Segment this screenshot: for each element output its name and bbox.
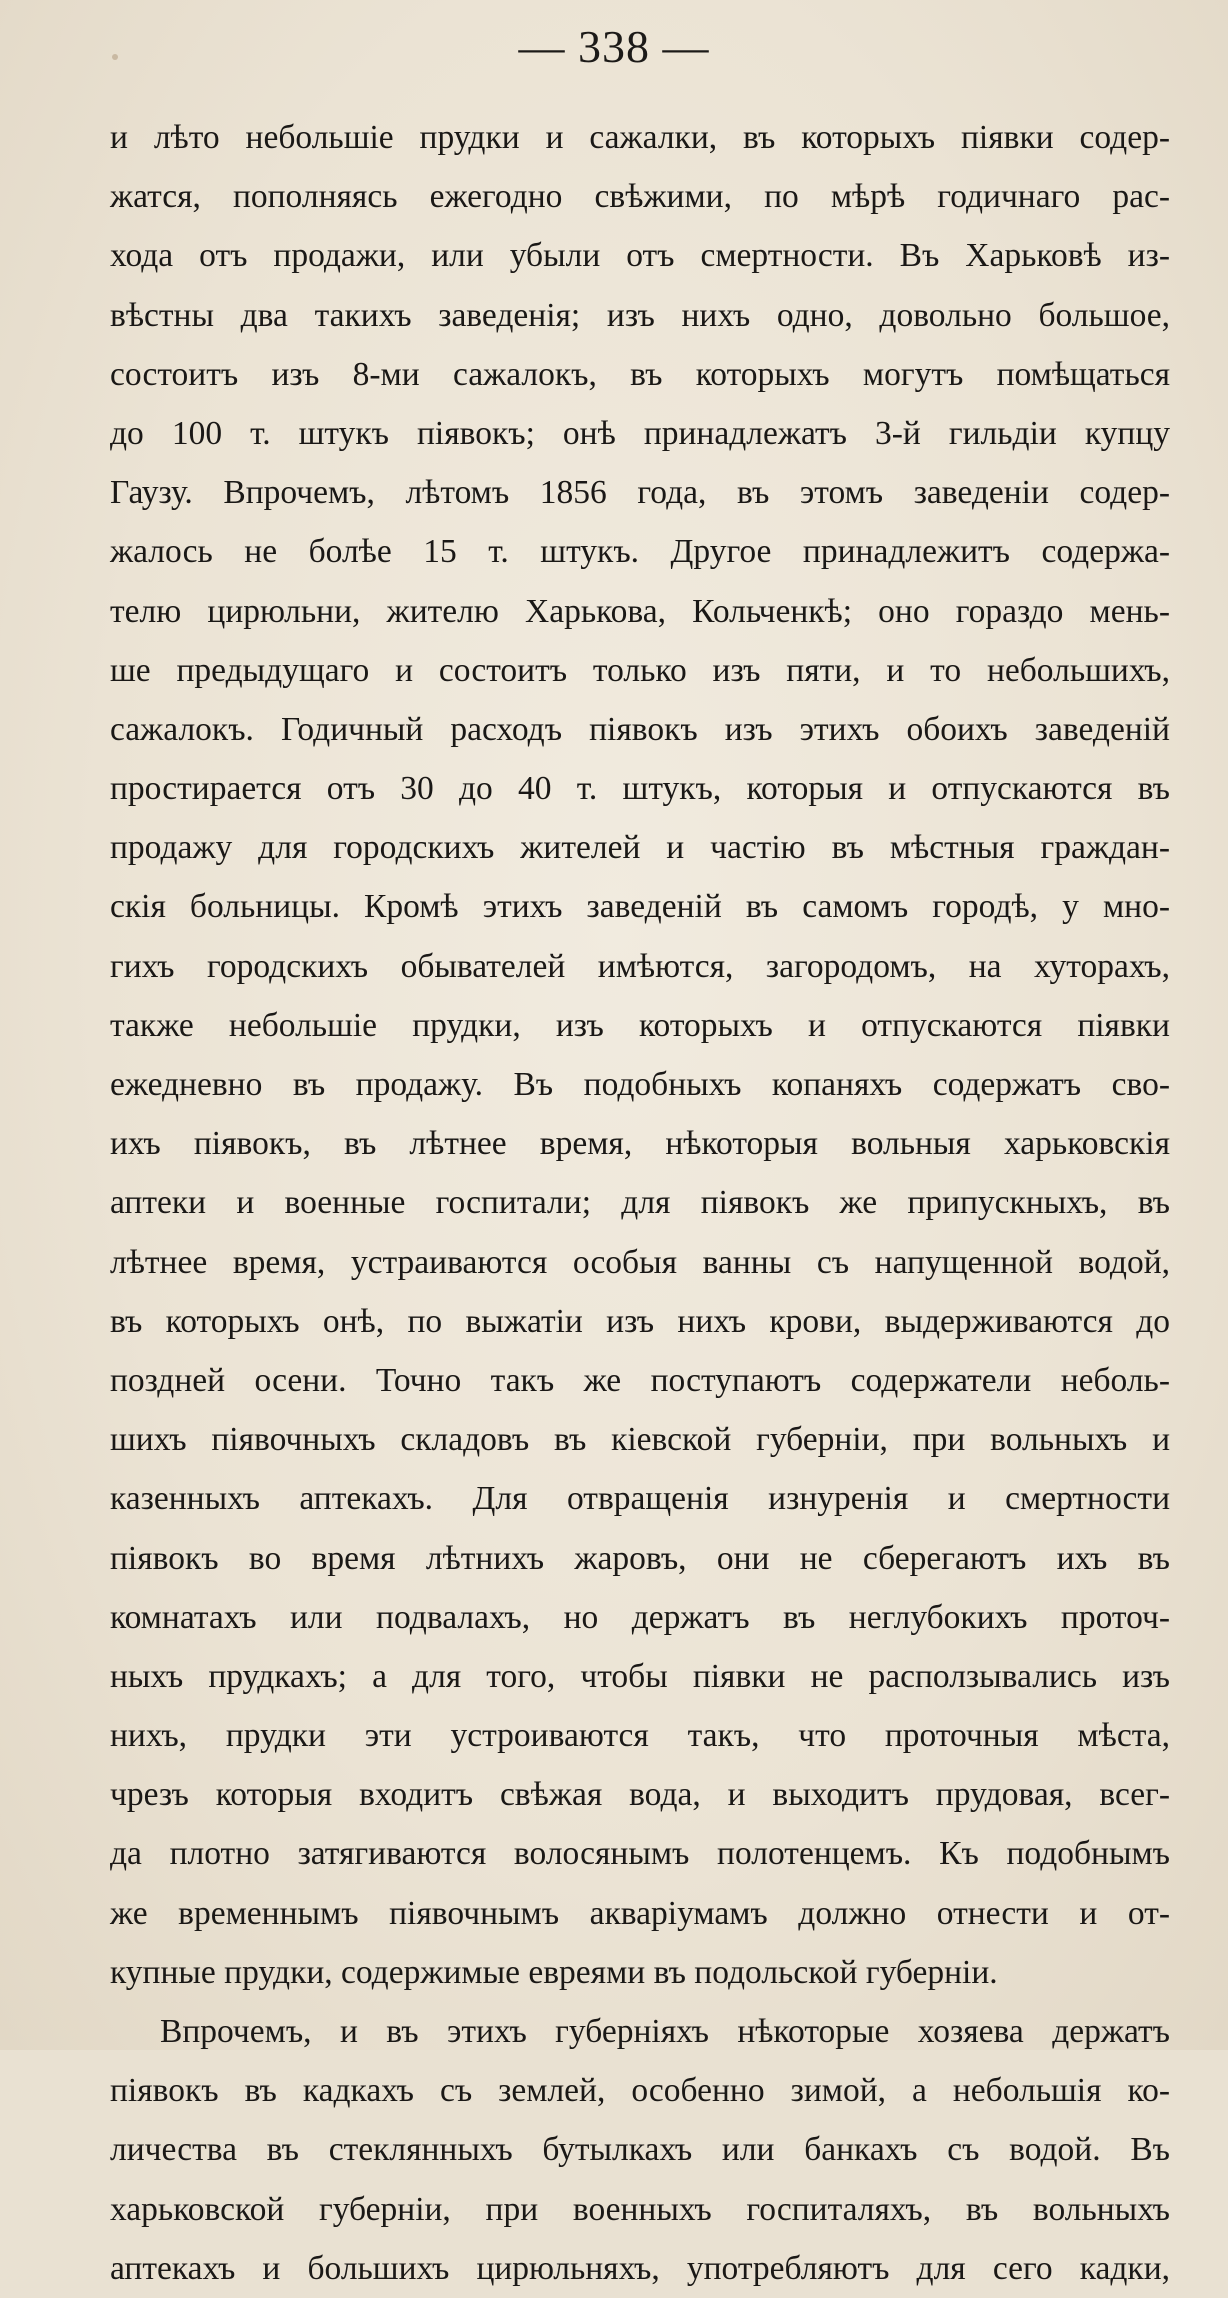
text-line: жатся, пополняясь ежегодно свѣжими, по мѣрѣ годичнаго рас- [110, 178, 1170, 216]
text-line: хода отъ продажи, или убыли отъ смертности. Въ Харьковѣ из- [110, 237, 1170, 275]
text-line: харьковской губерніи, при военныхъ госпиталяхъ, въ вольныхъ [110, 2190, 1170, 2228]
text-line: состоитъ изъ 8-ми сажалокъ, въ которыхъ могутъ помѣщаться [110, 355, 1170, 393]
text-line: Гаузу. Впрочемъ, лѣтомъ 1856 года, въ этомъ заведеніи содер- [110, 474, 1170, 512]
page-number: — 338 — [518, 21, 710, 72]
text-line: нихъ, прудки эти устроиваются такъ, что проточныя мѣста, [110, 1717, 1170, 1755]
body-text [110, 108, 1170, 2298]
text-line: аптеки и военные госпитали; для піявокъ же припускныхъ, въ [110, 1184, 1170, 1222]
text-line: казенныхъ аптекахъ. Для отвращенія изнуренія и смертности [110, 1480, 1170, 1518]
text-line: чрезъ которыя входитъ свѣжая вода, и выходитъ прудовая, всег- [110, 1776, 1170, 1814]
text-line: личества въ стеклянныхъ бутылкахъ или банкахъ съ водой. Въ [110, 2131, 1170, 2169]
text-line: комнатахъ или подвалахъ, но держатъ въ неглубокихъ проточ- [110, 1598, 1170, 1636]
text-line: телю цирюльни, жителю Харькова, Кольченкѣ; оно гораздо мень- [110, 592, 1170, 630]
text-line: простирается отъ 30 до 40 т. штукъ, которыя и отпускаются въ [110, 770, 1170, 808]
text-line: жалось не болѣе 15 т. штукъ. Другое принадлежитъ содержа- [110, 533, 1170, 571]
text-line: купные прудки, содержимые евреями въ подольской губерніи. [110, 1953, 998, 1991]
text-line: до 100 т. штукъ піявокъ; онѣ принадлежатъ 3-й гильдіи купцу [110, 414, 1170, 452]
text-line: сажалокъ. Годичный расходъ піявокъ изъ этихъ обоихъ заведеній [110, 710, 1170, 748]
text-line: ныхъ прудкахъ; а для того, чтобы піявки не расползывались изъ [110, 1657, 1170, 1695]
text-line: ше предыдущаго и состоитъ только изъ пяти, и то небольшихъ, [110, 651, 1170, 689]
text-line: лѣтнее время, устраиваются особыя ванны съ напущенной водой, [110, 1243, 1170, 1281]
text-line: же временнымъ піявочнымъ акваріумамъ должно отнести и от- [110, 1894, 1170, 1932]
text-line: вѣстны два такихъ заведенія; изъ нихъ одно, довольно большое, [110, 296, 1170, 334]
text-line: ежедневно въ продажу. Въ подобныхъ копаняхъ содержатъ сво- [110, 1066, 1170, 1103]
text-line: въ которыхъ онѣ, по выжатіи изъ нихъ крови, выдерживаются до [110, 1302, 1170, 1340]
text-line: піявокъ во время лѣтнихъ жаровъ, они не сберегаютъ ихъ въ [110, 1539, 1170, 1577]
text-line: поздней осени. Точно такъ же поступаютъ содержатели неболь- [110, 1361, 1170, 1399]
text-line: да плотно затягиваются волосянымъ полотенцемъ. Къ подобнымъ [110, 1835, 1170, 1873]
text-line: шихъ піявочныхъ складовъ въ кіевской губерніи, при вольныхъ и [110, 1421, 1170, 1459]
text-line: также небольшіе прудки, изъ которыхъ и отпускаются піявки [110, 1006, 1170, 1044]
text-line: піявокъ въ кадкахъ съ землей, особенно зимой, а небольшія ко- [110, 2072, 1170, 2110]
text-line: аптекахъ и большихъ цирюльняхъ, употребляютъ для сего кадки, [110, 2249, 1170, 2287]
text-line: продажу для городскихъ жителей и частію въ мѣстныя граждан- [110, 829, 1170, 867]
text-line: скія больницы. Кромѣ этихъ заведеній въ самомъ городѣ, у мно- [110, 888, 1170, 926]
text-line: и лѣто небольшіе прудки и сажалки, въ которыхъ піявки содер- [110, 119, 1170, 156]
text-line: гихъ городскихъ обывателей имѣются, загородомъ, на хуторахъ, [110, 947, 1170, 985]
text-line: ихъ піявокъ, въ лѣтнее время, нѣкоторыя вольныя харьковскія [110, 1125, 1170, 1163]
paragraph-first-line: Впрочемъ, и въ этихъ губерніяхъ нѣкоторые хозяева держатъ [160, 2013, 1170, 2050]
